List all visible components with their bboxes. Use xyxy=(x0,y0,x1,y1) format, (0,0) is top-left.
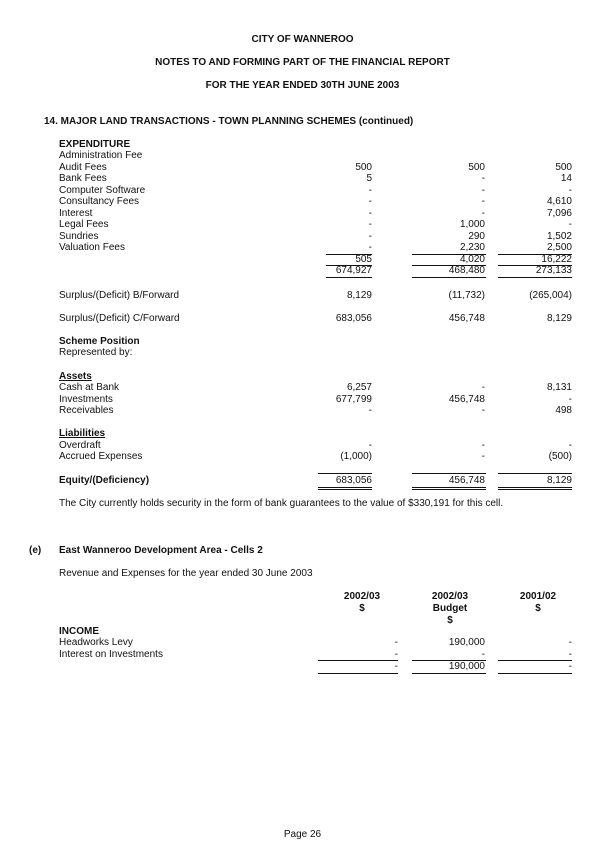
equity-double-underline xyxy=(498,489,572,490)
cell-2002-03: - xyxy=(368,219,372,230)
col-header-line: 2002/03 xyxy=(343,591,381,602)
represented-by: Represented by: xyxy=(59,347,133,358)
cell-2001-02: - xyxy=(568,440,572,451)
equity-underline xyxy=(318,487,372,488)
row-label: Surplus/(Deficit) B/Forward xyxy=(59,290,180,301)
cell-budget: - xyxy=(481,185,485,196)
page-title: CITY OF WANNEROO xyxy=(251,34,354,45)
cell-2001-02: - xyxy=(568,394,572,405)
cell-2002-03: - xyxy=(368,196,372,207)
cell-budget: 500 xyxy=(468,162,485,173)
cell-2001-02: 8,129 xyxy=(546,475,572,486)
cell-2002-03: - xyxy=(368,208,372,219)
assets-heading: Assets xyxy=(59,371,92,382)
cell-2002-03: 5 xyxy=(366,173,372,184)
cell-budget: 456,748 xyxy=(448,394,485,405)
cell-2001-02: 273,133 xyxy=(535,265,572,276)
security-note: The City currently holds security in the form of bank guarantees to the value of $330,191 for this cell. xyxy=(59,498,504,509)
row-label: Accrued Expenses xyxy=(59,451,143,462)
cell-2001-02: 8,129 xyxy=(546,313,572,324)
row-label: Cash at Bank xyxy=(59,382,120,393)
cell-2002-03: - xyxy=(368,185,372,196)
cell-2001-02: 498 xyxy=(555,405,572,416)
cell-2001-02: 1,502 xyxy=(546,231,572,242)
cell-2002-03: - xyxy=(368,440,372,451)
cell-budget: (11,732) xyxy=(448,290,485,301)
cell-2001-02: 500 xyxy=(555,162,572,173)
cell-budget: 290 xyxy=(468,231,485,242)
income-total-underline xyxy=(498,673,572,674)
row-label: Administration Fee xyxy=(59,150,143,161)
report-subtitle: NOTES TO AND FORMING PART OF THE FINANCIAL REPORT xyxy=(155,57,450,68)
row-label: Interest xyxy=(59,208,93,219)
row-label: Headworks Levy xyxy=(59,637,133,648)
equity-rule xyxy=(318,473,372,474)
cell-2002-03: (1,000) xyxy=(340,451,372,462)
cell-budget: - xyxy=(481,649,485,660)
cell-2001-02: (265,004) xyxy=(529,290,572,301)
expenditure-heading: EXPENDITURE xyxy=(59,139,131,150)
cell-2001-02: - xyxy=(568,185,572,196)
cell-2001-02: - xyxy=(568,661,572,672)
row-label: Overdraft xyxy=(59,440,101,451)
col-header-line: $ xyxy=(359,603,365,614)
cell-budget: - xyxy=(481,196,485,207)
row-label: Interest on Investments xyxy=(59,649,163,660)
row-label: Legal Fees xyxy=(59,219,109,230)
cell-budget: 4,020 xyxy=(459,254,485,265)
col-header-2002-03 xyxy=(322,591,402,615)
income-total-underline xyxy=(318,673,398,674)
cell-budget: - xyxy=(481,405,485,416)
liabilities-heading: Liabilities xyxy=(59,428,106,439)
col-header-line: $ xyxy=(447,615,453,626)
row-label: Computer Software xyxy=(59,185,146,196)
cell-2001-02: 2,500 xyxy=(546,242,572,253)
section-e-subtitle: Revenue and Expenses for the year ended 30 June 2003 xyxy=(59,568,313,579)
cell-budget: - xyxy=(481,382,485,393)
report-period: FOR THE YEAR ENDED 30TH JUNE 2003 xyxy=(205,80,400,91)
cell-2002-03: - xyxy=(368,242,372,253)
page-number: Page 26 xyxy=(283,829,322,840)
row-label: Valuation Fees xyxy=(59,242,125,253)
cell-2001-02: 8,131 xyxy=(546,382,572,393)
row-label: Receivables xyxy=(59,405,114,416)
total-underline xyxy=(412,277,486,278)
row-label: Audit Fees xyxy=(59,162,107,173)
row-label: Equity/(Deficiency) xyxy=(59,475,150,486)
cell-budget: - xyxy=(481,451,485,462)
scheme-position-heading: Scheme Position xyxy=(59,336,140,347)
cell-2002-03: 683,056 xyxy=(335,475,372,486)
income-total-underline xyxy=(412,673,486,674)
col-header-line: $ xyxy=(535,603,541,614)
cell-2002-03: - xyxy=(368,231,372,242)
cell-2002-03: 6,257 xyxy=(346,382,372,393)
cell-2001-02: - xyxy=(568,219,572,230)
cell-budget: 456,748 xyxy=(448,475,485,486)
col-header-line: 2001/02 xyxy=(519,591,557,602)
cell-budget: - xyxy=(481,208,485,219)
row-label: Bank Fees xyxy=(59,173,107,184)
col-header-budget xyxy=(410,591,490,627)
row-label: Surplus/(Deficit) C/Forward xyxy=(59,313,180,324)
col-header-line: Budget xyxy=(432,603,468,614)
equity-rule xyxy=(498,473,572,474)
cell-budget: 190,000 xyxy=(448,661,485,672)
equity-double-underline xyxy=(412,489,486,490)
cell-2001-02: (500) xyxy=(548,451,572,462)
cell-2002-03: - xyxy=(394,649,398,660)
cell-2002-03: - xyxy=(368,405,372,416)
cell-2002-03: - xyxy=(394,661,398,672)
income-heading: INCOME xyxy=(59,626,99,637)
equity-underline xyxy=(412,487,486,488)
cell-2001-02: - xyxy=(568,637,572,648)
cell-budget: 468,480 xyxy=(448,265,485,276)
cell-2002-03: - xyxy=(394,637,398,648)
cell-budget: - xyxy=(481,173,485,184)
cell-2002-03: 683,056 xyxy=(335,313,372,324)
section-e-marker: (e) xyxy=(29,545,42,556)
row-label: Investments xyxy=(59,394,113,405)
equity-double-underline xyxy=(318,489,372,490)
cell-budget: 1,000 xyxy=(459,219,485,230)
cell-2001-02: 16,222 xyxy=(541,254,572,265)
cell-budget: - xyxy=(481,440,485,451)
cell-budget: 456,748 xyxy=(448,313,485,324)
cell-2001-02: 14 xyxy=(560,173,572,184)
cell-2001-02: 4,610 xyxy=(546,196,572,207)
row-label: Sundries xyxy=(59,231,99,242)
section-e-title: East Wanneroo Development Area - Cells 2 xyxy=(59,545,263,556)
cell-2002-03: 8,129 xyxy=(346,290,372,301)
equity-rule xyxy=(412,473,486,474)
cell-2002-03: 677,799 xyxy=(335,394,372,405)
equity-underline xyxy=(498,487,572,488)
cell-2001-02: 7,096 xyxy=(546,208,572,219)
cell-budget: 2,230 xyxy=(459,242,485,253)
total-underline xyxy=(498,277,572,278)
col-header-2001-02 xyxy=(498,591,578,615)
cell-2002-03: 674,927 xyxy=(335,265,372,276)
row-label: Consultancy Fees xyxy=(59,196,140,207)
total-underline xyxy=(326,277,372,278)
cell-budget: 190,000 xyxy=(448,637,485,648)
cell-2002-03: 500 xyxy=(355,162,372,173)
section-14-title: 14. MAJOR LAND TRANSACTIONS - TOWN PLANNING SCHEMES (continued) xyxy=(44,116,414,127)
col-header-line: 2002/03 xyxy=(431,591,469,602)
cell-2002-03: 505 xyxy=(355,254,372,265)
cell-2001-02: - xyxy=(568,649,572,660)
